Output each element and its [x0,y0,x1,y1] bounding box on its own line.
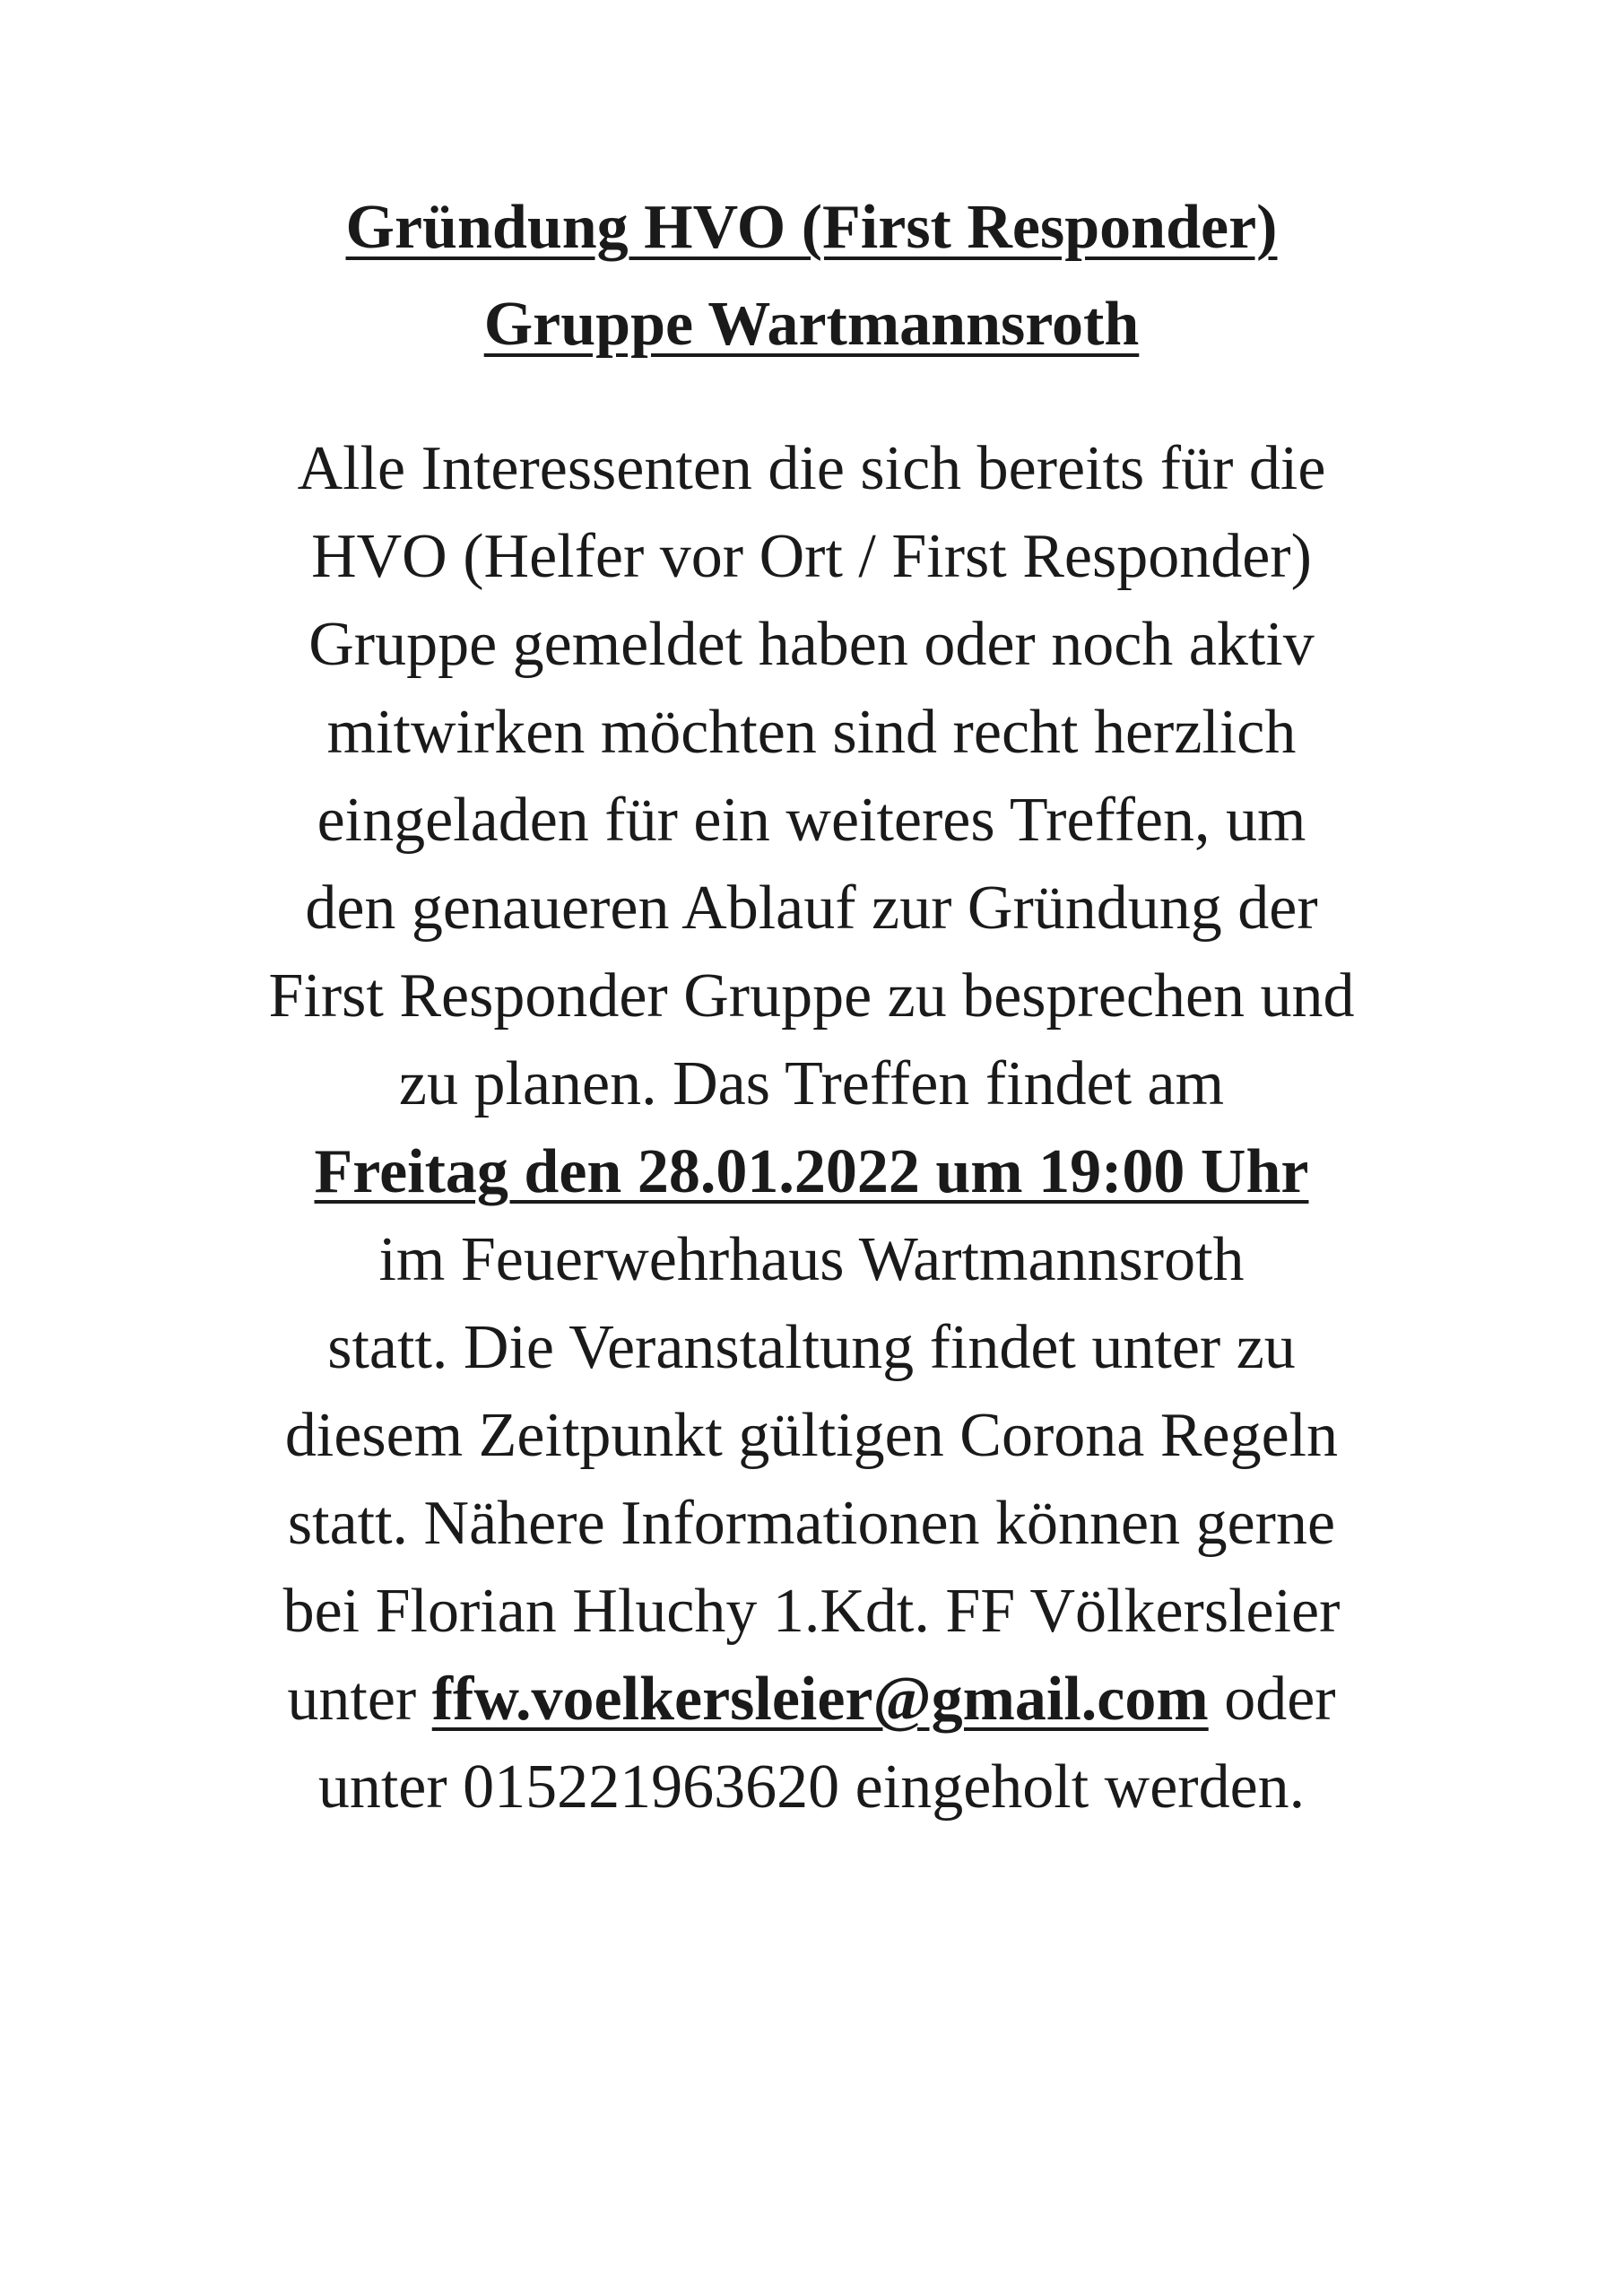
announcement-body [108,425,1515,1831]
title-line-1: Gründung HVO (First Responder) [345,193,1278,262]
body-line: bei Florian Hluchy 1.Kdt. FF Völkersleier [282,1577,1341,1646]
body-line: zu planen. Das Treffen findet am [398,1049,1225,1118]
body-line: mitwirken möchten sind recht herzlich [326,698,1297,767]
body-line: diesem Zeitpunkt gültigen Corona Regeln [284,1401,1339,1470]
body-line: HVO (Helfer vor Ort / First Responder) [311,522,1312,591]
body-line: Alle Interessenten die sich bereits für die [297,434,1326,503]
email-link[interactable]: ffw.voelkersleier@gmail.com [431,1665,1209,1734]
email-line-prefix: unter [287,1665,432,1734]
email-line-suffix: oder [1208,1665,1336,1734]
body-line: den genaueren Ablauf zur Gründung der [305,874,1318,943]
meeting-date-line: Freitag den 28.01.2022 um 19:00 Uhr [314,1137,1309,1206]
body-line: statt. Die Veranstaltung findet unter zu [327,1313,1296,1382]
body-line: Gruppe gemeldet haben oder noch aktiv [308,610,1315,679]
body-line: im Feuerwehrhaus Wartmannsroth [378,1225,1245,1294]
body-line: eingeladen für ein weiteres Treffen, um [317,786,1306,855]
body-line: First Responder Gruppe zu besprechen und [268,961,1355,1031]
body-line: statt. Nähere Informationen können gerne [287,1489,1336,1558]
body-line: unter 015221963620 eingeholt werden. [317,1752,1306,1822]
document-title [0,179,1623,373]
email-line [108,1656,1515,1744]
title-line-2: Gruppe Wartmannsroth [483,290,1140,359]
